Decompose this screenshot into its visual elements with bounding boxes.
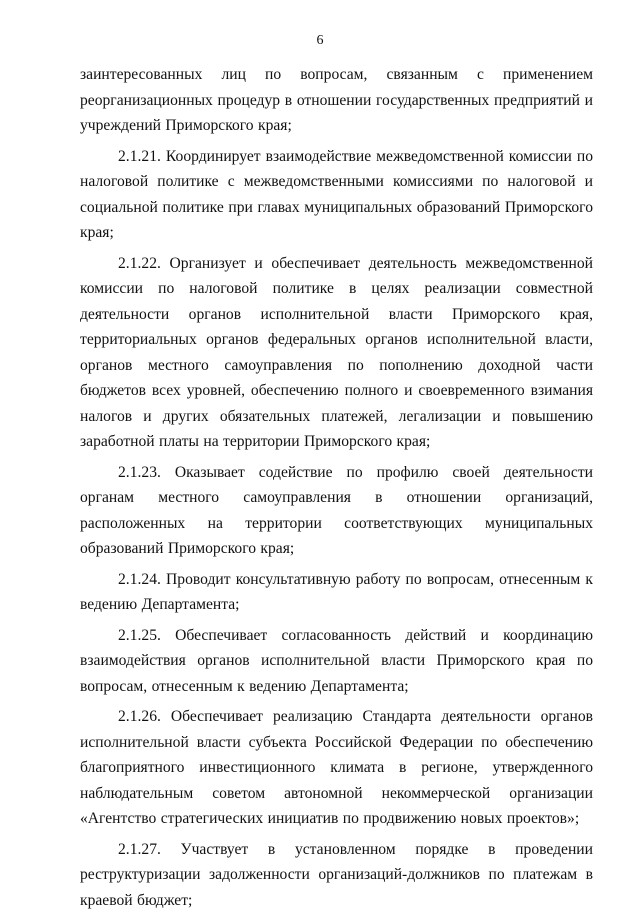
document-body xyxy=(80,62,593,918)
paragraph-2-1-27: 2.1.27. Участвует в установленном порядке в проведении реструктуризации задолженности организаций-должников по платежам в краевой бюджет; xyxy=(80,840,593,909)
paragraph-2-1-21: 2.1.21. Координирует взаимодействие межведомственной комиссии по налоговой политике с межведомственными комиссиями по налоговой и социальной политике при главах муниципальных образований Приморского края; xyxy=(80,147,593,241)
paragraph-2-1-24: 2.1.24. Проводит консультативную работу по вопросам, отнесенным к ведению Департамента; xyxy=(80,570,593,613)
paragraph-2-1-23: 2.1.23. Оказывает содействие по профилю своей деятельности органам местного самоуправления в отношении организаций, расположенных на территории соответствующих муниципальных образований Приморского края; xyxy=(80,463,593,557)
page-number: 6 xyxy=(316,33,324,48)
paragraph-2-1-25: 2.1.25. Обеспечивает согласованность действий и координацию взаимодействия органов исполнительной власти Приморского края по вопросам, отнесенным к ведению Департамента; xyxy=(80,626,593,695)
paragraph-continuation: заинтересованных лиц по вопросам, связанным с применением реорганизационных процедур в отношении государственных предприятий и учреждений Приморского края; xyxy=(80,66,593,134)
paragraph-2-1-26: 2.1.26. Обеспечивает реализацию Стандарта деятельности органов исполнительной власти субъекта Российской Федерации по обеспечению благоприятного инвестиционного климата в регионе, утвержденного наблюдательным советом автономной некоммерческой организации «Агентство стратегических инициатив по продвижению новых проектов»; xyxy=(80,708,593,827)
paragraph-2-1-22: 2.1.22. Организует и обеспечивает деятельность межведомственной комиссии по налоговой политике в целях реализации совместной деятельности органов исполнительной власти Приморского края, территориальных органов федеральных органов исполнительной власти, органов местного самоуправления по пополнению доходной части бюджетов всех уровней, обеспечению полного и своевременного взимания налогов и других обязательных платежей, легализации и повышению заработной платы на территории Приморского края; xyxy=(80,254,593,450)
